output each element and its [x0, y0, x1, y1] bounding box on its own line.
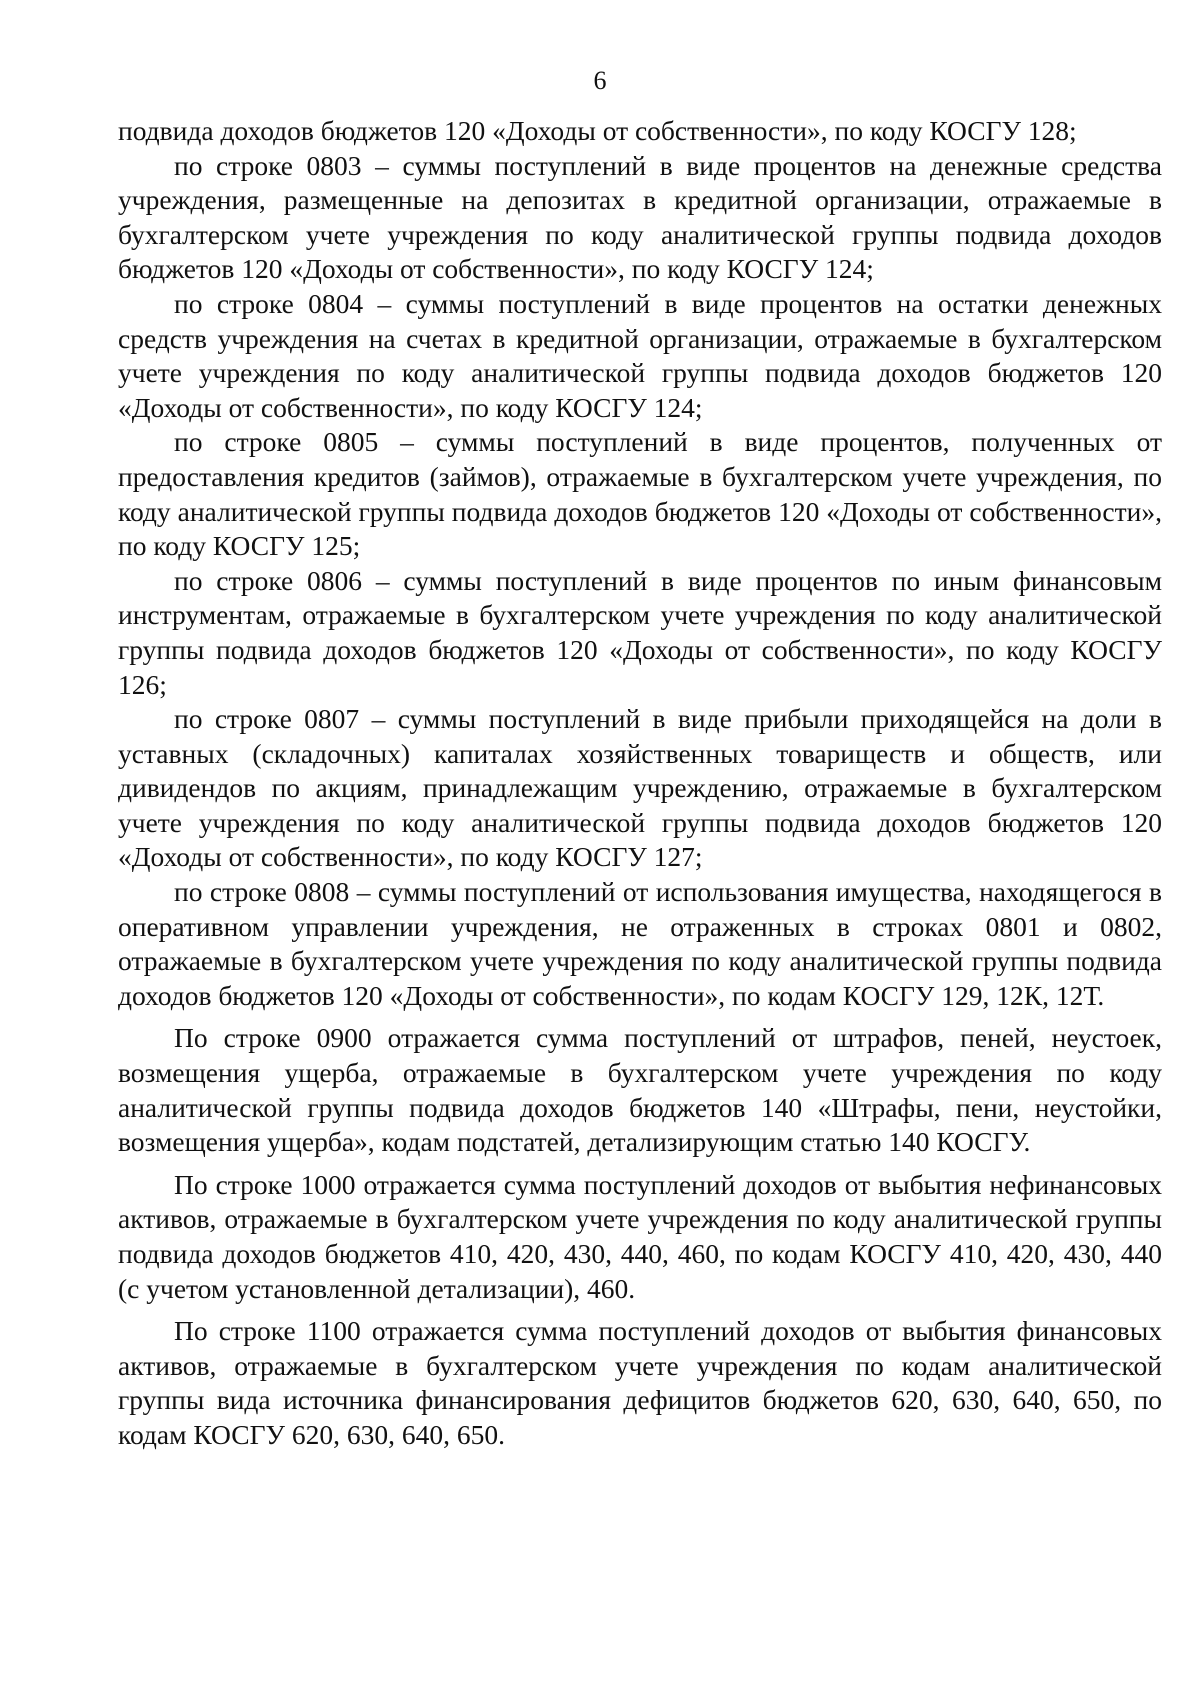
paragraph: по строке 0808 – суммы поступлений от использования имущества, находящегося в оперативном управлении учреждения, не отраженных в строках 0801 и 0802, отражаемые в бухгалтерском учете учреждения по коду аналитической группы подвида доходов бюджетов 120 «Доходы от собственности», по кодам КОСГУ 129, 12К, 12Т. [118, 876, 1162, 1011]
paragraph: по строке 0807 – суммы поступлений в виде прибыли приходящейся на доли в уставных (складочных) капиталах хозяйственных товариществ и обществ, или дивидендов по акциям, принадлежащим учреждению, отражаемые в бухгалтерском учете учреждения по коду аналитической группы подвида доходов бюджетов 120 «Доходы от собственности», по коду КОСГУ 127; [118, 703, 1162, 873]
paragraph: по строке 0805 – суммы поступлений в виде процентов, полученных от предоставления кредитов (займов), отражаемые в бухгалтерском учете учреждения, по коду аналитической группы подвида доходов бюджетов 120 «Доходы от собственности», по коду КОСГУ 125; [118, 426, 1162, 562]
paragraph: По строке 1100 отражается сумма поступлений доходов от выбытия финансовых активов, отражаемые в бухгалтерском учете учреждения по кодам аналитической группы вида источника финансирования дефицитов бюджетов 620, 630, 640, 650, по кодам КОСГУ 620, 630, 640, 650. [118, 1315, 1162, 1450]
page-number: 6 [593, 66, 607, 95]
paragraph: по строке 0803 – суммы поступлений в виде процентов на денежные средства учреждения, размещенные на депозитах в кредитной организации, отражаемые в бухгалтерском учете учреждения по коду аналитической группы подвида доходов бюджетов 120 «Доходы от собственности», по коду КОСГУ 124; [118, 149, 1162, 285]
paragraph: по строке 0804 – суммы поступлений в виде процентов на остатки денежных средств учреждения на счетах в кредитной организации, отражаемые в бухгалтерском учете учреждения по коду аналитической группы подвида доходов бюджетов 120 «Доходы от собственности», по коду КОСГУ 124; [118, 287, 1162, 423]
paragraph: По строке 0900 отражается сумма поступлений от штрафов, пеней, неустоек, возмещения ущерба, отражаемые в бухгалтерском учете учреждения по коду аналитической группы подвида доходов бюджетов 140 «Штрафы, пени, неустойки, возмещения ущерба», кодам подстатей, детализирующим статью 140 КОСГУ. [118, 1022, 1162, 1158]
paragraph: подвида доходов бюджетов 120 «Доходы от собственности», по коду КОСГУ 128; [118, 115, 1077, 146]
document-body [118, 114, 1162, 1453]
paragraph: по строке 0806 – суммы поступлений в виде процентов по иным финансовым инструментам, отражаемые в бухгалтерском учете учреждения по коду аналитической группы подвида доходов бюджетов 120 «Доходы от собственности», по коду КОСГУ 126; [118, 564, 1162, 700]
paragraph: По строке 1000 отражается сумма поступлений доходов от выбытия нефинансовых активов, отражаемые в бухгалтерском учете учреждения по коду аналитической группы подвида доходов бюджетов 410, 420, 430, 440, 460, по кодам КОСГУ 410, 420, 430, 440 (с учетом установленной детализации), 460. [118, 1168, 1162, 1304]
